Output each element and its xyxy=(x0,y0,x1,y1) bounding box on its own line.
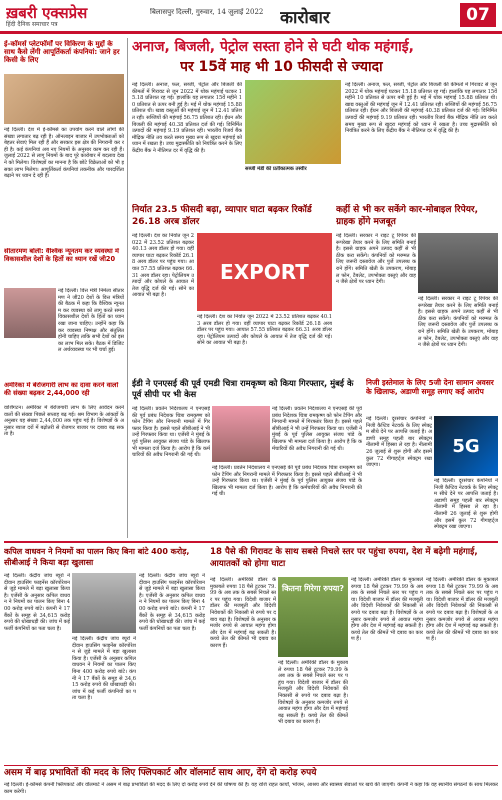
article-image-5g xyxy=(434,416,498,476)
article-body-rupee-column4: नई दिल्ली। अमेरिकी डॉलर के मुकाबले रुपया 18 पैसे टूटकर 79.99 के अब तक के सबसे निचले स्तर पर पहुंच गया। विदेशी बाजार में डॉलर की मजबूती और विदेशी निवेशकों की निकासी से रुपये पर दबाव बढ़ा है। विशेषज्ञों के अनुसार कमजोर रुपये से आयात महंगा होगा और देश में महंगाई बढ़ सकती है। कच्चे तेल की कीमतें भी दबाव का कारण हैं। xyxy=(426,577,498,643)
article-body-wadhawan-column3: नई दिल्ली। केंद्रीय जांच ब्यूरो ने दीवान हाउसिंग फाइनेंस कॉरपोरेशन से जुड़े मामले में बड़ा खुलासा किया है। एजेंसी के अनुसार कपिल वाधवन ने नियमों का पालन किए बिना 400 करोड़ रुपये बांटे। कंपनी ने 17 बैंकों के समूह से 34,615 करोड़ रुपये की धोखाधड़ी की। जांच में कई फर्जी कंपनियों का पता चला है। xyxy=(139,573,205,632)
main-headline-red: अनाज, बिजली, पेट्रोल सस्ता होने से घटी थोक महंगाई, xyxy=(132,39,414,55)
main-article-body-continued: नई दिल्ली। अनाज, फल, सब्जी, पेट्रोल और बिजली की कीमतों में गिरावट से जून 2022 में थोक महंगाई घटकर 15.18 प्रतिशत रह गई। हालांकि यह लगातार 15वें महीने 10 प्रतिशत से ऊपर बनी हुई है। मई में थोक महंगाई 15.88 प्रतिशत थी। खाद्य वस्तुओं की महंगाई जून में 12.41 प्रतिशत रही। सब्जियों की महंगाई 56.75 प्रतिशत रही। ईंधन और बिजली की महंगाई 40.38 प्रतिशत दर्ज की गई। विनिर्मित उत्पादों की महंगाई 9.19 प्रतिशत रही। भारतीय रिजर्व बैंक मौद्रिक नीति तय करते समय मुख्य रूप से खुदरा महंगाई को ध्यान में रखता है। उच्च मुद्रास्फीति को नियंत्रित करने के लिए केंद्रीय बैंक ने नीतिगत दर में वृद्धि की है। xyxy=(345,82,497,135)
rupee-image-caption: कितना गिरेगा रुपया? xyxy=(282,584,344,593)
main-headline-dark: पर 15वें माह भी 10 फीसदी से ज्यादा xyxy=(180,59,383,75)
article-body-sitharaman: नई दिल्ली। वित्त मंत्री निर्मला सीतारमण ने जी20 देशों के वित्त मंत्रियों की बैठक में कहा कि वैश्विक न्यूनतम कर व्यवस्था को लागू करते समय विकासशील देशों के हितों का ध्यान रखा जाना चाहिए। उन्होंने कहा कि कर व्यवस्था निष्पक्ष और संतुलित होनी चाहिए ताकि सभी देशों को इसका लाभ मिल सके। बैठक में डिजिटल अर्थव्यवस्था पर भी चर्चा हुई। xyxy=(58,288,124,354)
article-body-ed-arrest-continued: नई दिल्ली। प्रवर्तन निदेशालय ने एनएसई की पूर्व प्रबंध निदेशक चित्रा रामकृष्ण को फोन टैपिंग और निगरानी मामले में गिरफ्तार किया है। इससे पहले सीबीआई ने भी उन्हें गिरफ्तार किया था। एजेंसी ने मुंबई के पूर्व पुलिस आयुक्त संजय पांडे के खिलाफ भी मामला दर्ज किया है। आरोप है कि कर्मचारियों की अवैध निगरानी की गई थी। xyxy=(212,465,362,498)
main-article-image xyxy=(245,80,341,164)
export-stamp-label: EXPORT xyxy=(220,260,309,284)
article-body-wadhawan: नई दिल्ली। केंद्रीय जांच ब्यूरो ने दीवान हाउसिंग फाइनेंस कॉरपोरेशन से जुड़े मामले में बड़ा खुलासा किया है। एजेंसी के अनुसार कपिल वाधवन ने नियमों का पालन किए बिना 400 करोड़ रुपये बांटे। कंपनी ने 17 बैंकों के समूह से 34,615 करोड़ रुपये की धोखाधड़ी की। जांच में कई फर्जी कंपनियों का पता चला है। xyxy=(4,573,70,632)
article-headline-sitharaman: सीतारमण बोलीं: वैश्विक न्यूनतम कर व्यवस्था में विकासशील देशों के हितों का ध्यान रखें जी20 xyxy=(4,248,119,263)
newspaper-tagline: हिंदी दैनिक समाचार पत्र xyxy=(6,21,58,28)
article-image-right-to-repair xyxy=(418,233,498,293)
article-body-assam-flood: नई दिल्ली। ई-कॉमर्स कंपनी फ्लिपकार्ट और वॉलमार्ट ने असम में बाढ़ प्रभावितों की मदद के लिए दो करोड़ रुपये देने की घोषणा की है। यह राशि राहत कार्यों, भोजन, आश्रय और स्वास्थ्य सेवाओं पर खर्च की जाएगी। कंपनी ने कहा कि वह स्थानीय संगठनों के साथ मिलकर काम करेगी। xyxy=(4,782,498,795)
article-body-5g-continued: नई दिल्ली। दूरसंचार कंपनियों ने निजी कैप्टिव नेटवर्क के लिए स्पेक्ट्रम सीधे देने पर आपत्ति जताई है। अडाणी समूह पहली बार स्पेक्ट्रम नीलामी में हिस्सा ले रहा है। नीलामी 26 जुलाई से शुरू होगी और इसमें कुल 72 गीगाहर्ट्ज स्पेक्ट्रम रखा जाएगा। xyxy=(434,478,498,531)
section-title: कारोबार xyxy=(280,8,330,28)
article-body-rupee: नई दिल्ली। अमेरिकी डॉलर के मुकाबले रुपया 18 पैसे टूटकर 79.99 के अब तक के सबसे निचले स्तर पर पहुंच गया। विदेशी बाजार में डॉलर की मजबूती और विदेशी निवेशकों की निकासी से रुपये पर दबाव बढ़ा है। विशेषज्ञों के अनुसार कमजोर रुपये से आयात महंगा होगा और देश में महंगाई बढ़ सकती है। कच्चे तेल की कीमतें भी दबाव का कारण हैं। xyxy=(210,577,276,649)
article-body-rupee-continued: नई दिल्ली। अमेरिकी डॉलर के मुकाबले रुपया 18 पैसे टूटकर 79.99 के अब तक के सबसे निचले स्तर पर पहुंच गया। विदेशी बाजार में डॉलर की मजबूती और विदेशी निवेशकों की निकासी से रुपये पर दबाव बढ़ा है। विशेषज्ञों के अनुसार कमजोर रुपये से आयात महंगा होगा और देश में महंगाई बढ़ सकती है। कच्चे तेल की कीमतें भी दबाव का कारण हैं। xyxy=(278,660,348,726)
article-body-5g: नई दिल्ली। दूरसंचार कंपनियों ने निजी कैप्टिव नेटवर्क के लिए स्पेक्ट्रम सीधे देने पर आपत्ति जताई है। अडाणी समूह पहली बार स्पेक्ट्रम नीलामी में हिस्सा ले रहा है। नीलामी 26 जुलाई से शुरू होगी और इसमें कुल 72 गीगाहर्ट्ज स्पेक्ट्रम रखा जाएगा। xyxy=(366,416,432,469)
article-headline-us-jobless: अमेरिका में बेरोजगारी लाभ का दावा करने वालों की संख्या बढ़कर 2,44,000 रही xyxy=(4,382,119,397)
article-image-exports xyxy=(197,233,332,311)
article-headline-ecommerce: ई-कॉमर्स प्लेटफॉर्मों पर विकिरण के मुद्दों के साथ कैसे लेंगी आपूर्तिकर्ता कंपनियां: जाने हर किसी के लिए xyxy=(4,40,120,64)
article-body-right-to-repair: नई दिल्ली। सरकार ने राइट टू रिपेयर की रूपरेखा तैयार करने के लिए समिति बनाई है। इससे ग्राहक अपने उत्पाद कहीं से भी ठीक करा सकेंगे। कंपनियों को मरम्मत के लिए जरूरी दस्तावेज और पुर्जे उपलब्ध कराने होंगे। समिति खेती के उपकरण, मोबाइल फोन, टैबलेट, उपभोक्ता वस्तुएं और वाहन जैसे क्षेत्रों पर ध्यान देगी। xyxy=(336,233,416,286)
bottom-divider xyxy=(4,765,498,766)
article-body-exports-continued: नई दिल्ली। देश का निर्यात जून 2022 में 23.52 प्रतिशत बढ़कर 40.13 अरब डॉलर हो गया। वहीं व्यापार घाटा बढ़कर रिकॉर्ड 26.18 अरब डॉलर पर पहुंच गया। आयात 57.55 प्रतिशत बढ़कर 66.31 अरब डॉलर रहा। पेट्रोलियम उत्पादों और कोयले के आयात में तेज वृद्धि दर्ज की गई। सोने का आयात भी बढ़ा है। xyxy=(197,314,332,347)
column-divider xyxy=(127,38,128,538)
5g-graphic-label: 5G xyxy=(452,435,480,457)
article-body-us-jobless: वाशिंगटन। अमेरिका में बेरोजगारी लाभ के लिए आवेदन करने वालों की संख्या पिछले सप्ताह बढ़ गई। श्रम विभाग के आंकड़ों के अनुसार यह संख्या 2,44,000 तक पहुंच गई है। विशेषज्ञों के अनुसार ब्याज दरों में बढ़ोतरी से रोजगार बाजार पर दबाव बढ़ सकता है। xyxy=(4,405,124,438)
article-body-ed-arrest-side: नई दिल्ली। प्रवर्तन निदेशालय ने एनएसई की पूर्व प्रबंध निदेशक चित्रा रामकृष्ण को फोन टैपिंग और निगरानी मामले में गिरफ्तार किया है। इससे पहले सीबीआई ने भी उन्हें गिरफ्तार किया था। एजेंसी ने मुंबई के पूर्व पुलिस आयुक्त संजय पांडे के खिलाफ भी मामला दर्ज किया है। आरोप है कि कर्मचारियों की अवैध निगरानी की गई थी। xyxy=(272,406,362,452)
main-article-image-caption: सब्जी मंडी की प्रतीकात्मक तस्वीर xyxy=(245,166,307,172)
article-body-exports: नई दिल्ली। देश का निर्यात जून 2022 में 23.52 प्रतिशत बढ़कर 40.13 अरब डॉलर हो गया। वहीं व्यापार घाटा बढ़कर रिकॉर्ड 26.18 अरब डॉलर पर पहुंच गया। आयात 57.55 प्रतिशत बढ़कर 66.31 अरब डॉलर रहा। पेट्रोलियम उत्पादों और कोयले के आयात में तेज वृद्धि दर्ज की गई। सोने का आयात भी बढ़ा है। xyxy=(132,233,194,299)
article-headline-wadhawan: कपिल वाधवन ने नियमों का पालन किए बिना बांटे 400 करोड़, सीबीआई ने किया बड़ा खुलासा xyxy=(4,547,190,567)
dateline: बिलासपुर दिल्ली, गुरुवार, 14 जुलाई 2022 xyxy=(150,8,264,16)
article-headline-right-to-repair: कहीं से भी कर सकेंगे कार-मोबाइल रिपेयर, ग्राहक होंगे मजबूत xyxy=(336,205,479,227)
article-image-ecommerce xyxy=(4,74,124,124)
article-image-chitra xyxy=(212,406,270,462)
newspaper-logo: ख़बरी एक्सप्रेस xyxy=(6,4,88,22)
article-body-wadhawan-continued: नई दिल्ली। केंद्रीय जांच ब्यूरो ने दीवान हाउसिंग फाइनेंस कॉरपोरेशन से जुड़े मामले में बड़ा खुलासा किया है। एजेंसी के अनुसार कपिल वाधवन ने नियमों का पालन किए बिना 400 करोड़ रुपये बांटे। कंपनी ने 17 बैंकों के समूह से 34,615 करोड़ रुपये की धोखाधड़ी की। जांच में कई फर्जी कंपनियों का पता चला है। xyxy=(72,636,136,702)
article-body-rupee-column3: नई दिल्ली। अमेरिकी डॉलर के मुकाबले रुपया 18 पैसे टूटकर 79.99 के अब तक के सबसे निचले स्तर पर पहुंच गया। विदेशी बाजार में डॉलर की मजबूती और विदेशी निवेशकों की निकासी से रुपये पर दबाव बढ़ा है। विशेषज्ञों के अनुसार कमजोर रुपये से आयात महंगा होगा और देश में महंगाई बढ़ सकती है। कच्चे तेल की कीमतें भी दबाव का कारण हैं। xyxy=(351,577,423,643)
main-article-body: नई दिल्ली। अनाज, फल, सब्जी, पेट्रोल और बिजली की कीमतों में गिरावट से जून 2022 में थोक महंगाई घटकर 15.18 प्रतिशत रह गई। हालांकि यह लगातार 15वें महीने 10 प्रतिशत से ऊपर बनी हुई है। मई में थोक महंगाई 15.88 प्रतिशत थी। खाद्य वस्तुओं की महंगाई जून में 12.41 प्रतिशत रही। सब्जियों की महंगाई 56.75 प्रतिशत रही। ईंधन और बिजली की महंगाई 40.38 प्रतिशत दर्ज की गई। विनिर्मित उत्पादों की महंगाई 9.19 प्रतिशत रही। भारतीय रिजर्व बैंक मौद्रिक नीति तय करते समय मुख्य रूप से खुदरा महंगाई को ध्यान में रखता है। उच्च मुद्रास्फीति को नियंत्रित करने के लिए केंद्रीय बैंक ने नीतिगत दर में वृद्धि की है। xyxy=(132,82,242,154)
article-image-sitharaman xyxy=(4,288,56,338)
article-body-ecommerce: नई दिल्ली। देश में ई-कॉमर्स का उपयोग करने वाले लोगों की संख्या लगातार बढ़ रही है। ऑनलाइन बाजार में उपभोक्ताओं को बेहतर सेवाएं मिल रही हैं और सरकार इस क्षेत्र की निगरानी कर रही है। कई कंपनियां अब नए नियमों के अनुसार काम कर रही हैं। जुलाई 2022 से लागू नियमों के बाद पूरे कारोबार में बदलाव देखने को मिलेगा। विशेषज्ञों का मानना है कि छोटे विक्रेताओं को भी इसका लाभ मिलेगा। आपूर्तिकर्ता कंपनियां तकनीक और पारदर्शिता बढ़ाने पर ध्यान दे रही हैं। xyxy=(4,127,124,180)
article-headline-exports: निर्यात 23.5 फीसदी बढ़ा, व्यापार घाटा बढ़कर रिकॉर्ड 26.18 अरब डॉलर xyxy=(132,205,312,227)
article-image-rupee xyxy=(278,577,348,657)
page-number: 07 xyxy=(460,3,496,27)
article-headline-assam-flood: असम में बाढ़ प्रभावितों की मदद के लिए फ्लिपकार्ट और वॉलमार्ट साथ आए, देंगे दो करोड़ रुपये xyxy=(4,768,317,778)
article-headline-5g: निजी इस्तेमाल के लिए 5जी देना सामान अवसर के खिलाफ, अडाणी समूह लगाए कई आरोप xyxy=(366,378,494,396)
article-headline-ed-arrest: ईडी ने एनएसई की पूर्व एमडी चित्रा रामकृष्ण को किया गिरफ्तार, मुंबई के पूर्व सीपी पर भी केस xyxy=(132,378,354,399)
article-body-right-to-repair-continued: नई दिल्ली। सरकार ने राइट टू रिपेयर की रूपरेखा तैयार करने के लिए समिति बनाई है। इससे ग्राहक अपने उत्पाद कहीं से भी ठीक करा सकेंगे। कंपनियों को मरम्मत के लिए जरूरी दस्तावेज और पुर्जे उपलब्ध कराने होंगे। समिति खेती के उपकरण, मोबाइल फोन, टैबलेट, उपभोक्ता वस्तुएं और वाहन जैसे क्षेत्रों पर ध्यान देगी। xyxy=(418,296,498,349)
article-image-wadhawan xyxy=(72,573,136,633)
article-body-ed-arrest: नई दिल्ली। प्रवर्तन निदेशालय ने एनएसई की पूर्व प्रबंध निदेशक चित्रा रामकृष्ण को फोन टैपिंग और निगरानी मामले में गिरफ्तार किया है। इससे पहले सीबीआई ने भी उन्हें गिरफ्तार किया था। एजेंसी ने मुंबई के पूर्व पुलिस आयुक्त संजय पांडे के खिलाफ भी मामला दर्ज किया है। आरोप है कि कर्मचारियों की अवैध निगरानी की गई थी। xyxy=(132,406,210,459)
section-divider xyxy=(4,541,498,543)
article-headline-rupee: 18 पैसे की गिरावट के साथ सबसे निचले स्तर पर पहुंचा रुपया, देश में बढ़ेगी महंगाई, आयातकों को होगा घाटा xyxy=(210,547,478,569)
